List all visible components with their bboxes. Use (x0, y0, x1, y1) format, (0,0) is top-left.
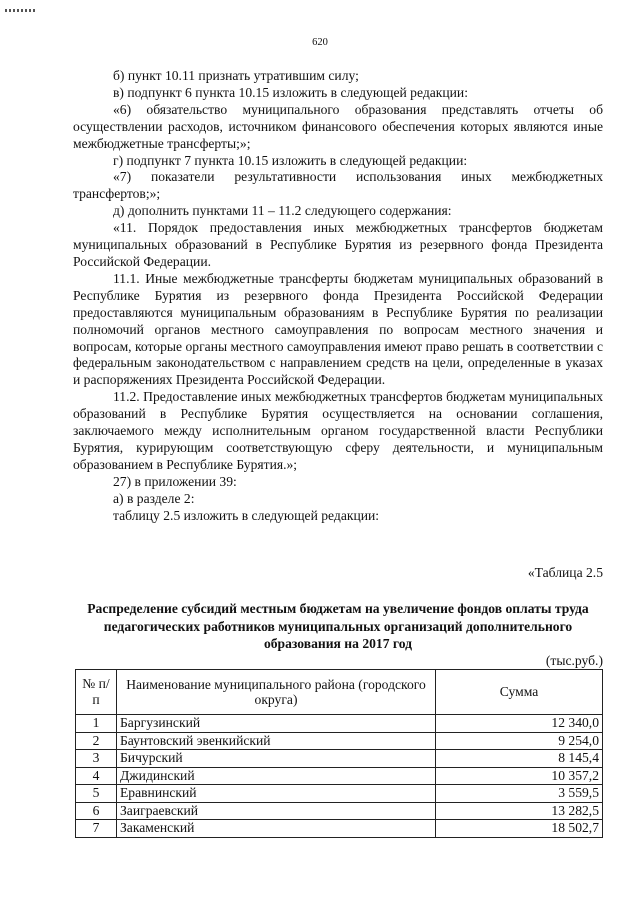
paragraph: 11.1. Иные межбюджетные трансферты бюджетам муниципальных образований в Республике Бурятия из резервного фонда Президента Российской Федерации предоставляются муниципальным образованиям в Республике Бурятия по реализации полномочий органов местного самоуправления по вопросам местного значения и вопросам, которые органы местного самоуправления имеют право решать в соответствии с федеральным законодательством с направлением средств на цели, определенные в указах и распоряжениях Президента Российской Федерации. (73, 270, 603, 388)
document-body (73, 68, 603, 524)
paragraph: «11. Порядок предоставления иных межбюджетных трансфертов бюджетам муниципальных образований в Республике Бурятия из резервного фонда Президента Российской Федерации. (73, 220, 603, 269)
header-number: № п/п (76, 670, 117, 715)
paragraph: в) подпункт 6 пункта 10.15 изложить в следующей редакции: (113, 84, 468, 100)
subsidy-amount: 8 145,4 (436, 750, 603, 768)
table-row (76, 767, 603, 785)
row-number: 2 (76, 732, 117, 750)
table-row (76, 820, 603, 838)
table-row (76, 715, 603, 733)
units-label: (тыс.руб.) (545, 653, 603, 668)
subsidy-amount: 3 559,5 (436, 785, 603, 803)
paragraph: д) дополнить пунктами 11 – 11.2 следующего содержания: (113, 203, 452, 219)
subsidy-amount: 12 340,0 (436, 715, 603, 733)
paragraph: «6) обязательство муниципального образования представлять отчеты об осуществлении расходов, источником финансового обеспечения которых являются иные межбюджетные трансферты;»; (73, 101, 603, 151)
row-number: 1 (76, 715, 117, 733)
subsidy-amount: 10 357,2 (436, 767, 603, 785)
paragraph: 27) в приложении 39: (113, 473, 237, 489)
table-header-row (76, 670, 603, 715)
table-title: Распределение субсидий местным бюджетам на увеличение фондов оплаты труда педагогических работников муниципальных организаций дополнительного образования на 2017 год (87, 601, 589, 651)
district-name: Закаменский (117, 820, 436, 838)
row-number: 5 (76, 785, 117, 803)
row-number: 3 (76, 750, 117, 768)
paragraph: «7) показатели результативности использования иных межбюджетных трансфертов;»; (73, 169, 603, 202)
paragraph: б) пункт 10.11 признать утратившим силу; (113, 68, 359, 83)
subsidy-amount: 13 282,5 (436, 802, 603, 820)
row-number: 4 (76, 767, 117, 785)
district-name: Баргузинский (117, 715, 436, 733)
subsidy-amount: 9 254,0 (436, 732, 603, 750)
subsidy-table (75, 669, 603, 838)
subsidy-amount: 18 502,7 (436, 820, 603, 838)
paragraph: таблицу 2.5 изложить в следующей редакции: (113, 507, 380, 523)
paragraph: г) подпункт 7 пункта 10.15 изложить в следующей редакции: (113, 152, 468, 168)
table-caption: «Таблица 2.5 (527, 565, 603, 580)
table-row (76, 802, 603, 820)
scan-artifact (5, 9, 35, 12)
row-number: 7 (76, 820, 117, 838)
district-name: Заиграевский (117, 802, 436, 820)
header-sum: Сумма (436, 670, 603, 715)
table-row (76, 785, 603, 803)
district-name: Баунтовский эвенкийский (117, 732, 436, 750)
row-number: 6 (76, 802, 117, 820)
table-row (76, 750, 603, 768)
district-name: Джидинский (117, 767, 436, 785)
table-body (76, 715, 603, 838)
table-row (76, 732, 603, 750)
district-name: Бичурский (117, 750, 436, 768)
page-number: 620 (312, 37, 328, 48)
header-district-name: Наименование муниципального района (городского округа) (117, 670, 436, 715)
district-name: Еравнинский (117, 785, 436, 803)
paragraph: а) в разделе 2: (113, 490, 195, 506)
paragraph: 11.2. Предоставление иных межбюджетных трансфертов бюджетам муниципальных образований в Республике Бурятия осуществляется на основании соглашения, заключаемого между исполнительным органом государственной власти Республики Бурятия, курирующим соответствующую сферу деятельности, и муниципальным образованием в Республике Бурятия.»; (73, 389, 603, 472)
